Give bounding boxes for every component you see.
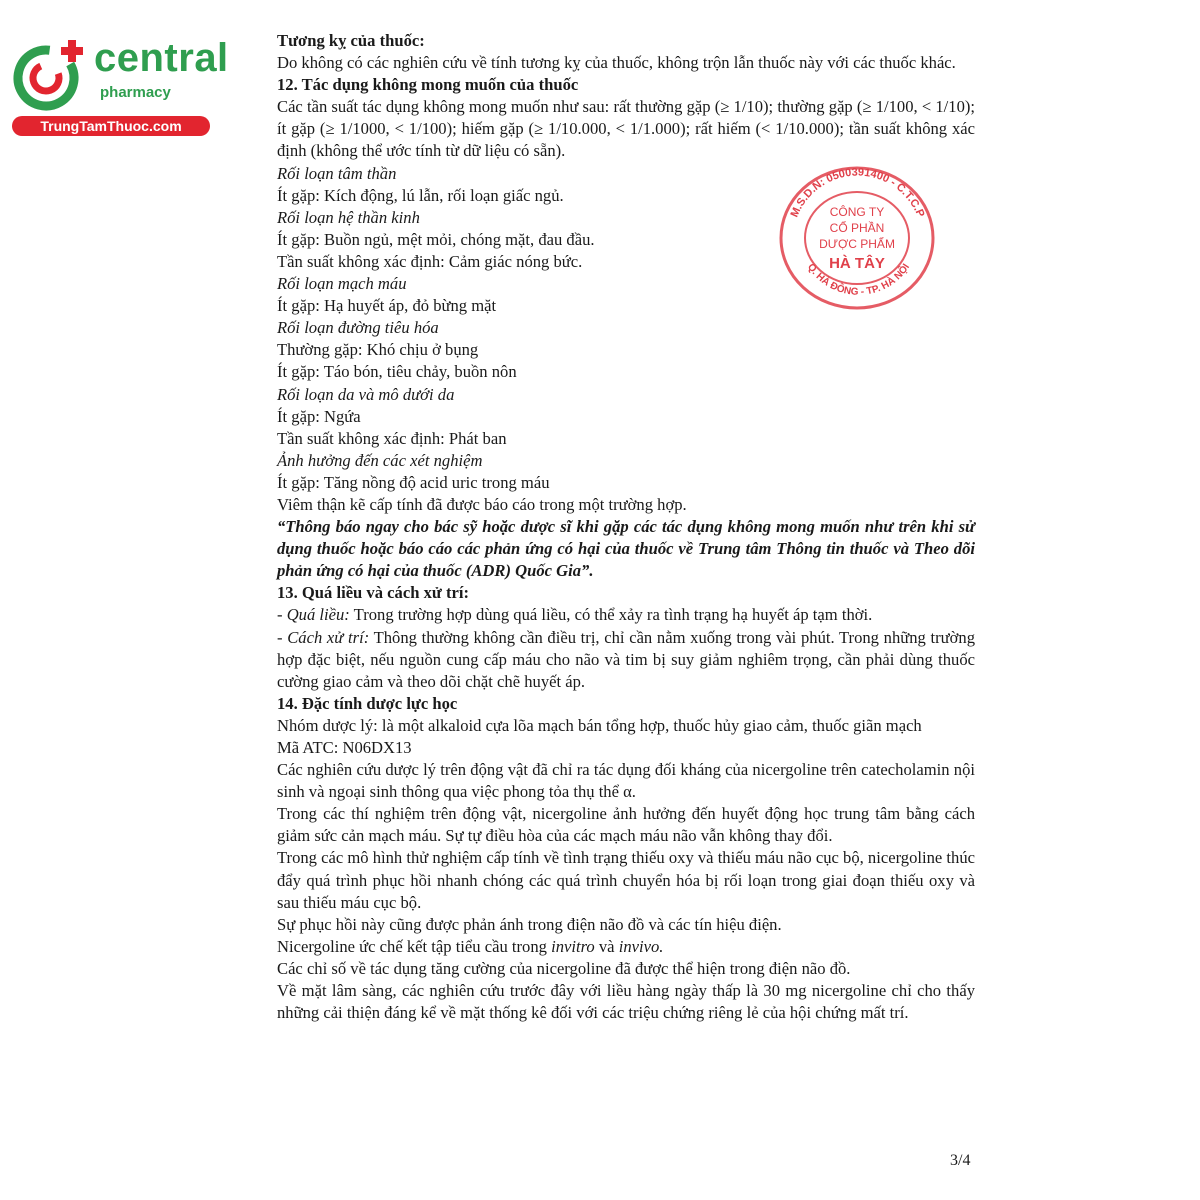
section-12-intro: Các tần suất tác dụng không mong muốn như sau: rất thường gặp (≥ 1/10); thường gặp (≥ 1/100, < 1/10); ít gặp (≥ 1/1000, < 1/100); hiếm gặp (≥ 1/10.000, < 1/1.000); rất hiếm (< 1/10.000); tần suất không xác định (không thể ước tính từ dữ liệu có sẵn). bbox=[277, 97, 975, 161]
stamp-line-1: CÔNG TY bbox=[829, 205, 885, 219]
section-13-heading: 13. Quá liều và cách xử trí: bbox=[277, 583, 470, 603]
category-line: Tần suất không xác định: Phát ban bbox=[277, 428, 507, 448]
incompatibility-heading: Tương kỵ của thuốc: bbox=[277, 31, 425, 50]
document-body bbox=[277, 30, 975, 1024]
central-pharmacy-logo[interactable] bbox=[10, 36, 229, 136]
pharmacology-paragraph: Trong các mô hình thử nghiệm cấp tính về tình trạng thiếu oxy và thiếu máu não cục bộ, nicergoline thúc đẩy quá trình phục hồi nhanh chóng các quá trình chuyển hóa bị rối loạn trong giai đoạn thiếu oxy và sau thiếu máu cục bộ. bbox=[277, 848, 975, 912]
category-skin: Rối loạn da và mô dưới da bbox=[277, 384, 455, 404]
pharmacology-paragraph: Các chỉ số về tác dụng tăng cường của nicergoline đã được thể hiện trong điện não đồ. bbox=[277, 958, 851, 978]
clinical-paragraph: Về mặt lâm sàng, các nghiên cứu trước đây với liều hàng ngày thấp là 30 mg nicergoline chỉ cho thấy những cải thiện đáng kể về mặt thống kê đối với các triệu chứng riêng lẻ của hội chứng mất trí. bbox=[277, 981, 975, 1023]
pharmacology-paragraph: Trong các thí nghiệm trên động vật, nicergoline ảnh hưởng đến huyết động học trung tâm bằng cách giảm sức cản mạch máu. Sự tự điều hòa của các mạch máu não vẫn không thay đổi. bbox=[277, 804, 975, 846]
logo-subtitle: pharmacy bbox=[100, 84, 171, 101]
platelet-invivo: invivo. bbox=[618, 936, 664, 956]
pharmacology-paragraph: Sự phục hồi này cũng được phản ánh trong điện não đồ và các tín hiệu điện. bbox=[277, 914, 782, 934]
stamp-ring-bottom: Q. HÀ ĐÔNG - TP. HÀ NỘI bbox=[804, 261, 913, 298]
atc-code: Mã ATC: N06DX13 bbox=[277, 738, 412, 757]
treatment-text: Thông thường không cần điều trị, chỉ cần nằm xuống trong vài phút. Trong những trường hợp đặc biệt, nếu nguồn cung cấp máu cho não và tim bị suy giảm nghiêm trọng, cần phải dùng thuốc cường giao cảm và theo dõi chặt chẽ huyết áp. bbox=[277, 627, 976, 691]
overdose-paragraph: - Quá liều: Trong trường hợp dùng quá liều, có thể xảy ra tình trạng hạ huyết áp tạm thời. bbox=[277, 605, 873, 625]
stamp-line-4: HÀ TÂY bbox=[829, 255, 885, 272]
platelet-text-c: và bbox=[594, 936, 619, 956]
category-line: Ít gặp: Ngứa bbox=[277, 406, 361, 426]
overdose-text: Trong trường hợp dùng quá liều, có thể xảy ra tình trạng hạ huyết áp tạm thời. bbox=[349, 605, 873, 625]
treatment-paragraph: - Cách xử trí: Thông thường không cần điều trị, chỉ cần nằm xuống trong vài phút. Trong những trường hợp đặc biệt, nếu nguồn cung cấp máu cho não và tim bị suy giảm nghiêm trọng, cần phải dùng thuốc cường giao cảm và theo dõi chặt chẽ huyết áp. bbox=[277, 627, 976, 691]
pharmacologic-group: Nhóm dược lý: là một alkaloid cựa lõa mạch bán tổng hợp, thuốc hủy giao cảm, thuốc giãn mạch bbox=[277, 715, 922, 735]
nephritis-note: Viêm thận kẽ cấp tính đã được báo cáo trong một trường hợp. bbox=[277, 494, 687, 514]
incompatibility-text: Do không có các nghiên cứu về tính tương kỵ của thuốc, không trộn lẫn thuốc này với các thuốc khác. bbox=[277, 53, 956, 73]
category-line: Ít gặp: Buồn ngủ, mệt mỏi, chóng mặt, đau đầu. bbox=[277, 229, 595, 249]
stamp-line-3: DƯỢC PHẨM bbox=[819, 237, 895, 251]
category-nervous-system: Rối loạn hệ thần kinh bbox=[277, 207, 420, 227]
category-line: Ít gặp: Kích động, lú lẫn, rối loạn giấc ngủ. bbox=[277, 185, 564, 205]
category-investigations: Ảnh hưởng đến các xét nghiệm bbox=[277, 450, 483, 470]
page-number: 3/4 bbox=[950, 1152, 971, 1169]
category-line: Ít gặp: Hạ huyết áp, đỏ bừng mặt bbox=[277, 296, 497, 316]
section-14-heading: 14. Đặc tính dược lực học bbox=[277, 693, 458, 713]
category-psychiatric: Rối loạn tâm thần bbox=[277, 163, 397, 183]
logo-url-banner[interactable]: TrungTamThuoc.com bbox=[12, 116, 210, 136]
category-line: Tần suất không xác định: Cảm giác nóng bức. bbox=[277, 251, 583, 271]
pharmacology-paragraph: Các nghiên cứu dược lý trên động vật đã chỉ ra tác dụng đối kháng của nicergoline trên catecholamin nội sinh và ngoại sinh thông qua việc phong tỏa thụ thể α. bbox=[277, 760, 975, 802]
overdose-label: Quá liều: bbox=[286, 605, 350, 625]
section-12-heading: 12. Tác dụng không mong muốn của thuốc bbox=[277, 75, 579, 95]
stamp-line-2: CỔ PHẦN bbox=[829, 221, 885, 235]
logo-wordmark: central bbox=[94, 36, 229, 80]
category-gastrointestinal: Rối loạn đường tiêu hóa bbox=[277, 318, 439, 338]
category-line: Thường gặp: Khó chịu ở bụng bbox=[277, 340, 479, 360]
category-line: Ít gặp: Táo bón, tiêu chảy, buồn nôn bbox=[277, 362, 517, 382]
platelet-invitro: invitro bbox=[551, 936, 595, 956]
category-vascular: Rối loạn mạch máu bbox=[277, 274, 407, 294]
pharmacy-cross-logo-icon bbox=[10, 36, 90, 114]
treatment-label: Cách xử trí: bbox=[287, 627, 370, 647]
platelet-paragraph bbox=[277, 936, 975, 958]
adr-warning: “Thông báo ngay cho bác sỹ hoặc dược sĩ khi gặp các tác dụng không mong muốn như trên khi sử dụng thuốc hoặc báo cáo các phản ứng có hại của thuốc về Trung tâm Thông tin thuốc và Theo dõi phản ứng có hại của thuốc (ADR) Quốc Gia”. bbox=[277, 517, 975, 581]
stamp-ring-top: M.S.D.N: 0500391400 - C.T.C.P bbox=[788, 166, 927, 220]
platelet-text-a: Nicergoline ức chế kết tập tiểu cầu trong bbox=[277, 936, 552, 956]
category-line: Ít gặp: Tăng nồng độ acid uric trong máu bbox=[277, 472, 550, 492]
